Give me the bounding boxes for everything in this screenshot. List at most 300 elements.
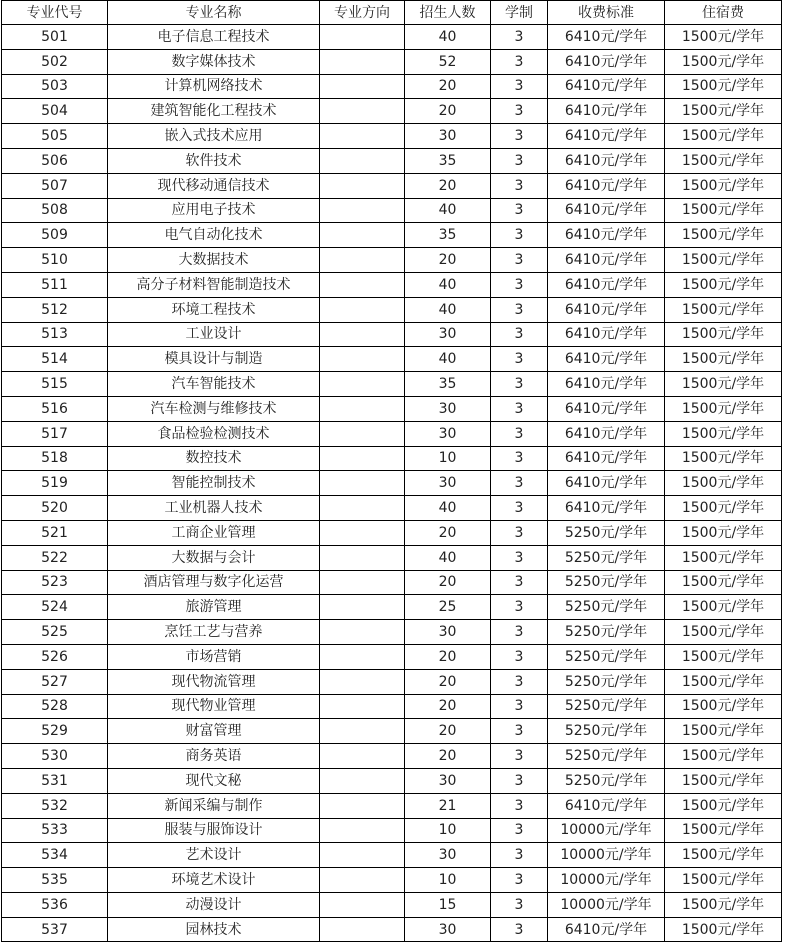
header-row: [2, 1, 782, 25]
cell-major-direction: [320, 49, 405, 74]
cell-tuition: 6410元/学年: [548, 297, 665, 322]
cell-enrollment: 30: [405, 124, 491, 149]
cell-duration: 3: [491, 148, 548, 173]
cell-major-name: 酒店管理与数字化运营: [108, 570, 320, 595]
cell-enrollment: 35: [405, 223, 491, 248]
cell-enrollment: 20: [405, 99, 491, 124]
cell-duration: 3: [491, 868, 548, 893]
cell-duration: 3: [491, 25, 548, 50]
cell-enrollment: 20: [405, 644, 491, 669]
cell-dorm-fee: 1500元/学年: [665, 793, 782, 818]
cell-duration: 3: [491, 917, 548, 942]
cell-major-code: 504: [2, 99, 108, 124]
cell-major-direction: [320, 446, 405, 471]
cell-enrollment: 10: [405, 446, 491, 471]
cell-major-code: 515: [2, 372, 108, 397]
table-body: [2, 25, 782, 942]
cell-dorm-fee: 1500元/学年: [665, 620, 782, 645]
cell-duration: 3: [491, 272, 548, 297]
cell-dorm-fee: 1500元/学年: [665, 545, 782, 570]
cell-major-code: 528: [2, 694, 108, 719]
cell-duration: 3: [491, 471, 548, 496]
cell-duration: 3: [491, 198, 548, 223]
cell-duration: 3: [491, 669, 548, 694]
cell-duration: 3: [491, 372, 548, 397]
table-row: [2, 322, 782, 347]
cell-major-code: 535: [2, 868, 108, 893]
cell-duration: 3: [491, 570, 548, 595]
cell-major-direction: [320, 223, 405, 248]
cell-enrollment: 20: [405, 520, 491, 545]
table-header: [2, 1, 782, 25]
cell-tuition: 5250元/学年: [548, 644, 665, 669]
cell-major-code: 513: [2, 322, 108, 347]
admissions-table-container: [1, 0, 781, 942]
cell-major-code: 501: [2, 25, 108, 50]
cell-major-code: 506: [2, 148, 108, 173]
cell-tuition: 5250元/学年: [548, 719, 665, 744]
cell-major-direction: [320, 595, 405, 620]
cell-major-name: 服装与服饰设计: [108, 818, 320, 843]
cell-major-name: 工商企业管理: [108, 520, 320, 545]
cell-major-code: 519: [2, 471, 108, 496]
table-row: [2, 148, 782, 173]
cell-tuition: 6410元/学年: [548, 793, 665, 818]
cell-major-code: 507: [2, 173, 108, 198]
cell-major-name: 财富管理: [108, 719, 320, 744]
cell-major-code: 524: [2, 595, 108, 620]
cell-major-direction: [320, 570, 405, 595]
cell-major-direction: [320, 892, 405, 917]
cell-major-name: 建筑智能化工程技术: [108, 99, 320, 124]
cell-major-name: 市场营销: [108, 644, 320, 669]
cell-enrollment: 30: [405, 471, 491, 496]
table-row: [2, 892, 782, 917]
cell-major-code: 526: [2, 644, 108, 669]
cell-dorm-fee: 1500元/学年: [665, 868, 782, 893]
header-dorm-fee: 住宿费: [665, 1, 782, 25]
cell-dorm-fee: 1500元/学年: [665, 99, 782, 124]
cell-dorm-fee: 1500元/学年: [665, 595, 782, 620]
table-row: [2, 173, 782, 198]
cell-major-name: 商务英语: [108, 744, 320, 769]
cell-major-name: 烹饪工艺与营养: [108, 620, 320, 645]
table-row: [2, 793, 782, 818]
cell-major-code: 533: [2, 818, 108, 843]
table-row: [2, 595, 782, 620]
cell-duration: 3: [491, 892, 548, 917]
cell-duration: 3: [491, 694, 548, 719]
table-row: [2, 223, 782, 248]
cell-enrollment: 10: [405, 868, 491, 893]
table-row: [2, 694, 782, 719]
admissions-table: [1, 0, 782, 942]
table-row: [2, 496, 782, 521]
cell-tuition: 6410元/学年: [548, 198, 665, 223]
cell-dorm-fee: 1500元/学年: [665, 694, 782, 719]
cell-major-name: 嵌入式技术应用: [108, 124, 320, 149]
table-row: [2, 818, 782, 843]
cell-major-direction: [320, 818, 405, 843]
cell-major-code: 516: [2, 396, 108, 421]
header-enrollment: 招生人数: [405, 1, 491, 25]
cell-major-direction: [320, 868, 405, 893]
cell-enrollment: 35: [405, 148, 491, 173]
cell-tuition: 6410元/学年: [548, 396, 665, 421]
cell-dorm-fee: 1500元/学年: [665, 421, 782, 446]
cell-tuition: 6410元/学年: [548, 372, 665, 397]
table-row: [2, 248, 782, 273]
table-row: [2, 297, 782, 322]
table-row: [2, 372, 782, 397]
cell-dorm-fee: 1500元/学年: [665, 719, 782, 744]
table-row: [2, 347, 782, 372]
cell-major-name: 新闻采编与制作: [108, 793, 320, 818]
cell-major-name: 数字媒体技术: [108, 49, 320, 74]
cell-duration: 3: [491, 719, 548, 744]
cell-dorm-fee: 1500元/学年: [665, 322, 782, 347]
cell-major-code: 508: [2, 198, 108, 223]
cell-major-name: 应用电子技术: [108, 198, 320, 223]
cell-major-direction: [320, 248, 405, 273]
cell-major-code: 527: [2, 669, 108, 694]
cell-major-name: 智能控制技术: [108, 471, 320, 496]
cell-enrollment: 20: [405, 669, 491, 694]
cell-tuition: 10000元/学年: [548, 818, 665, 843]
cell-enrollment: 30: [405, 917, 491, 942]
cell-dorm-fee: 1500元/学年: [665, 644, 782, 669]
table-row: [2, 49, 782, 74]
cell-major-direction: [320, 173, 405, 198]
cell-major-name: 旅游管理: [108, 595, 320, 620]
cell-major-code: 529: [2, 719, 108, 744]
cell-tuition: 6410元/学年: [548, 917, 665, 942]
table-row: [2, 421, 782, 446]
table-row: [2, 272, 782, 297]
cell-dorm-fee: 1500元/学年: [665, 892, 782, 917]
cell-major-code: 534: [2, 843, 108, 868]
cell-enrollment: 30: [405, 396, 491, 421]
cell-enrollment: 40: [405, 347, 491, 372]
cell-major-direction: [320, 744, 405, 769]
cell-dorm-fee: 1500元/学年: [665, 744, 782, 769]
cell-dorm-fee: 1500元/学年: [665, 570, 782, 595]
cell-major-code: 512: [2, 297, 108, 322]
cell-enrollment: 20: [405, 694, 491, 719]
cell-tuition: 5250元/学年: [548, 669, 665, 694]
cell-major-code: 503: [2, 74, 108, 99]
cell-duration: 3: [491, 744, 548, 769]
cell-major-code: 514: [2, 347, 108, 372]
cell-major-code: 525: [2, 620, 108, 645]
cell-major-direction: [320, 272, 405, 297]
cell-major-direction: [320, 644, 405, 669]
cell-major-code: 509: [2, 223, 108, 248]
cell-dorm-fee: 1500元/学年: [665, 173, 782, 198]
cell-major-direction: [320, 843, 405, 868]
cell-major-name: 工业机器人技术: [108, 496, 320, 521]
cell-major-name: 汽车检测与维修技术: [108, 396, 320, 421]
cell-enrollment: 30: [405, 421, 491, 446]
table-row: [2, 124, 782, 149]
cell-duration: 3: [491, 99, 548, 124]
cell-major-direction: [320, 471, 405, 496]
cell-tuition: 6410元/学年: [548, 99, 665, 124]
cell-dorm-fee: 1500元/学年: [665, 917, 782, 942]
cell-dorm-fee: 1500元/学年: [665, 198, 782, 223]
table-row: [2, 198, 782, 223]
cell-major-name: 软件技术: [108, 148, 320, 173]
cell-tuition: 6410元/学年: [548, 124, 665, 149]
cell-duration: 3: [491, 545, 548, 570]
cell-major-direction: [320, 917, 405, 942]
table-row: [2, 669, 782, 694]
table-row: [2, 396, 782, 421]
cell-duration: 3: [491, 644, 548, 669]
cell-tuition: 6410元/学年: [548, 49, 665, 74]
cell-tuition: 5250元/学年: [548, 620, 665, 645]
cell-tuition: 10000元/学年: [548, 892, 665, 917]
table-row: [2, 744, 782, 769]
cell-duration: 3: [491, 496, 548, 521]
cell-dorm-fee: 1500元/学年: [665, 124, 782, 149]
cell-enrollment: 30: [405, 768, 491, 793]
cell-tuition: 6410元/学年: [548, 148, 665, 173]
cell-major-direction: [320, 694, 405, 719]
cell-major-name: 现代移动通信技术: [108, 173, 320, 198]
cell-enrollment: 20: [405, 173, 491, 198]
header-major-name: 专业名称: [108, 1, 320, 25]
cell-major-direction: [320, 25, 405, 50]
cell-tuition: 5250元/学年: [548, 520, 665, 545]
table-row: [2, 570, 782, 595]
cell-dorm-fee: 1500元/学年: [665, 396, 782, 421]
cell-duration: 3: [491, 620, 548, 645]
cell-duration: 3: [491, 843, 548, 868]
cell-major-code: 536: [2, 892, 108, 917]
cell-major-name: 电气自动化技术: [108, 223, 320, 248]
cell-tuition: 10000元/学年: [548, 868, 665, 893]
cell-major-code: 531: [2, 768, 108, 793]
cell-major-direction: [320, 545, 405, 570]
cell-duration: 3: [491, 520, 548, 545]
cell-dorm-fee: 1500元/学年: [665, 471, 782, 496]
cell-major-name: 现代文秘: [108, 768, 320, 793]
cell-enrollment: 20: [405, 744, 491, 769]
cell-dorm-fee: 1500元/学年: [665, 49, 782, 74]
cell-enrollment: 21: [405, 793, 491, 818]
cell-tuition: 5250元/学年: [548, 744, 665, 769]
cell-dorm-fee: 1500元/学年: [665, 223, 782, 248]
table-row: [2, 74, 782, 99]
cell-dorm-fee: 1500元/学年: [665, 496, 782, 521]
cell-enrollment: 40: [405, 25, 491, 50]
cell-enrollment: 25: [405, 595, 491, 620]
table-row: [2, 917, 782, 942]
cell-tuition: 5250元/学年: [548, 570, 665, 595]
cell-major-direction: [320, 347, 405, 372]
cell-major-name: 园林技术: [108, 917, 320, 942]
cell-major-code: 523: [2, 570, 108, 595]
cell-duration: 3: [491, 223, 548, 248]
cell-major-code: 532: [2, 793, 108, 818]
cell-dorm-fee: 1500元/学年: [665, 520, 782, 545]
header-tuition: 收费标准: [548, 1, 665, 25]
cell-dorm-fee: 1500元/学年: [665, 74, 782, 99]
cell-major-code: 522: [2, 545, 108, 570]
cell-duration: 3: [491, 347, 548, 372]
cell-dorm-fee: 1500元/学年: [665, 248, 782, 273]
cell-enrollment: 20: [405, 74, 491, 99]
cell-enrollment: 30: [405, 620, 491, 645]
cell-major-name: 现代物业管理: [108, 694, 320, 719]
cell-major-code: 537: [2, 917, 108, 942]
table-row: [2, 644, 782, 669]
cell-duration: 3: [491, 768, 548, 793]
cell-duration: 3: [491, 595, 548, 620]
cell-dorm-fee: 1500元/学年: [665, 372, 782, 397]
cell-tuition: 6410元/学年: [548, 173, 665, 198]
cell-major-name: 现代物流管理: [108, 669, 320, 694]
cell-major-direction: [320, 322, 405, 347]
cell-dorm-fee: 1500元/学年: [665, 25, 782, 50]
cell-major-code: 510: [2, 248, 108, 273]
table-row: [2, 719, 782, 744]
cell-duration: 3: [491, 248, 548, 273]
cell-major-direction: [320, 496, 405, 521]
cell-duration: 3: [491, 173, 548, 198]
cell-duration: 3: [491, 297, 548, 322]
cell-major-name: 食品检验检测技术: [108, 421, 320, 446]
cell-enrollment: 20: [405, 570, 491, 595]
cell-major-direction: [320, 620, 405, 645]
cell-major-code: 505: [2, 124, 108, 149]
cell-enrollment: 30: [405, 843, 491, 868]
cell-major-direction: [320, 396, 405, 421]
table-row: [2, 768, 782, 793]
cell-major-direction: [320, 768, 405, 793]
cell-major-direction: [320, 198, 405, 223]
cell-major-direction: [320, 99, 405, 124]
cell-major-name: 环境艺术设计: [108, 868, 320, 893]
table-row: [2, 520, 782, 545]
cell-enrollment: 30: [405, 322, 491, 347]
cell-major-direction: [320, 421, 405, 446]
cell-duration: 3: [491, 74, 548, 99]
cell-duration: 3: [491, 124, 548, 149]
cell-dorm-fee: 1500元/学年: [665, 347, 782, 372]
cell-major-code: 521: [2, 520, 108, 545]
table-row: [2, 25, 782, 50]
cell-major-direction: [320, 719, 405, 744]
table-row: [2, 471, 782, 496]
cell-major-name: 计算机网络技术: [108, 74, 320, 99]
cell-major-direction: [320, 74, 405, 99]
cell-major-direction: [320, 793, 405, 818]
cell-dorm-fee: 1500元/学年: [665, 148, 782, 173]
cell-duration: 3: [491, 49, 548, 74]
cell-dorm-fee: 1500元/学年: [665, 669, 782, 694]
cell-major-code: 518: [2, 446, 108, 471]
cell-enrollment: 10: [405, 818, 491, 843]
table-row: [2, 843, 782, 868]
cell-duration: 3: [491, 421, 548, 446]
cell-duration: 3: [491, 793, 548, 818]
cell-major-direction: [320, 669, 405, 694]
cell-major-name: 大数据技术: [108, 248, 320, 273]
cell-major-direction: [320, 372, 405, 397]
cell-major-code: 530: [2, 744, 108, 769]
cell-major-name: 模具设计与制造: [108, 347, 320, 372]
cell-major-name: 大数据与会计: [108, 545, 320, 570]
cell-duration: 3: [491, 322, 548, 347]
cell-major-code: 502: [2, 49, 108, 74]
cell-enrollment: 40: [405, 297, 491, 322]
table-row: [2, 99, 782, 124]
cell-tuition: 10000元/学年: [548, 843, 665, 868]
cell-enrollment: 52: [405, 49, 491, 74]
cell-dorm-fee: 1500元/学年: [665, 297, 782, 322]
header-duration: 学制: [491, 1, 548, 25]
cell-enrollment: 40: [405, 272, 491, 297]
cell-major-code: 517: [2, 421, 108, 446]
cell-major-code: 511: [2, 272, 108, 297]
cell-enrollment: 15: [405, 892, 491, 917]
cell-major-direction: [320, 124, 405, 149]
cell-major-name: 工业设计: [108, 322, 320, 347]
cell-dorm-fee: 1500元/学年: [665, 272, 782, 297]
cell-duration: 3: [491, 818, 548, 843]
cell-duration: 3: [491, 446, 548, 471]
cell-tuition: 6410元/学年: [548, 496, 665, 521]
cell-dorm-fee: 1500元/学年: [665, 446, 782, 471]
cell-major-name: 电子信息工程技术: [108, 25, 320, 50]
cell-tuition: 5250元/学年: [548, 768, 665, 793]
cell-major-name: 汽车智能技术: [108, 372, 320, 397]
cell-major-name: 数控技术: [108, 446, 320, 471]
cell-major-name: 艺术设计: [108, 843, 320, 868]
cell-enrollment: 40: [405, 545, 491, 570]
cell-enrollment: 35: [405, 372, 491, 397]
cell-tuition: 5250元/学年: [548, 694, 665, 719]
cell-dorm-fee: 1500元/学年: [665, 818, 782, 843]
table-row: [2, 868, 782, 893]
table-row: [2, 446, 782, 471]
cell-tuition: 6410元/学年: [548, 223, 665, 248]
cell-tuition: 6410元/学年: [548, 471, 665, 496]
cell-enrollment: 40: [405, 198, 491, 223]
cell-tuition: 6410元/学年: [548, 446, 665, 471]
cell-tuition: 6410元/学年: [548, 74, 665, 99]
cell-enrollment: 20: [405, 248, 491, 273]
table-row: [2, 620, 782, 645]
cell-major-direction: [320, 520, 405, 545]
cell-tuition: 5250元/学年: [548, 595, 665, 620]
cell-tuition: 6410元/学年: [548, 25, 665, 50]
cell-tuition: 6410元/学年: [548, 272, 665, 297]
cell-dorm-fee: 1500元/学年: [665, 768, 782, 793]
cell-major-direction: [320, 297, 405, 322]
cell-tuition: 6410元/学年: [548, 248, 665, 273]
cell-tuition: 6410元/学年: [548, 322, 665, 347]
cell-enrollment: 40: [405, 496, 491, 521]
cell-major-name: 动漫设计: [108, 892, 320, 917]
cell-tuition: 6410元/学年: [548, 347, 665, 372]
cell-tuition: 6410元/学年: [548, 421, 665, 446]
cell-major-name: 环境工程技术: [108, 297, 320, 322]
cell-duration: 3: [491, 396, 548, 421]
cell-tuition: 5250元/学年: [548, 545, 665, 570]
